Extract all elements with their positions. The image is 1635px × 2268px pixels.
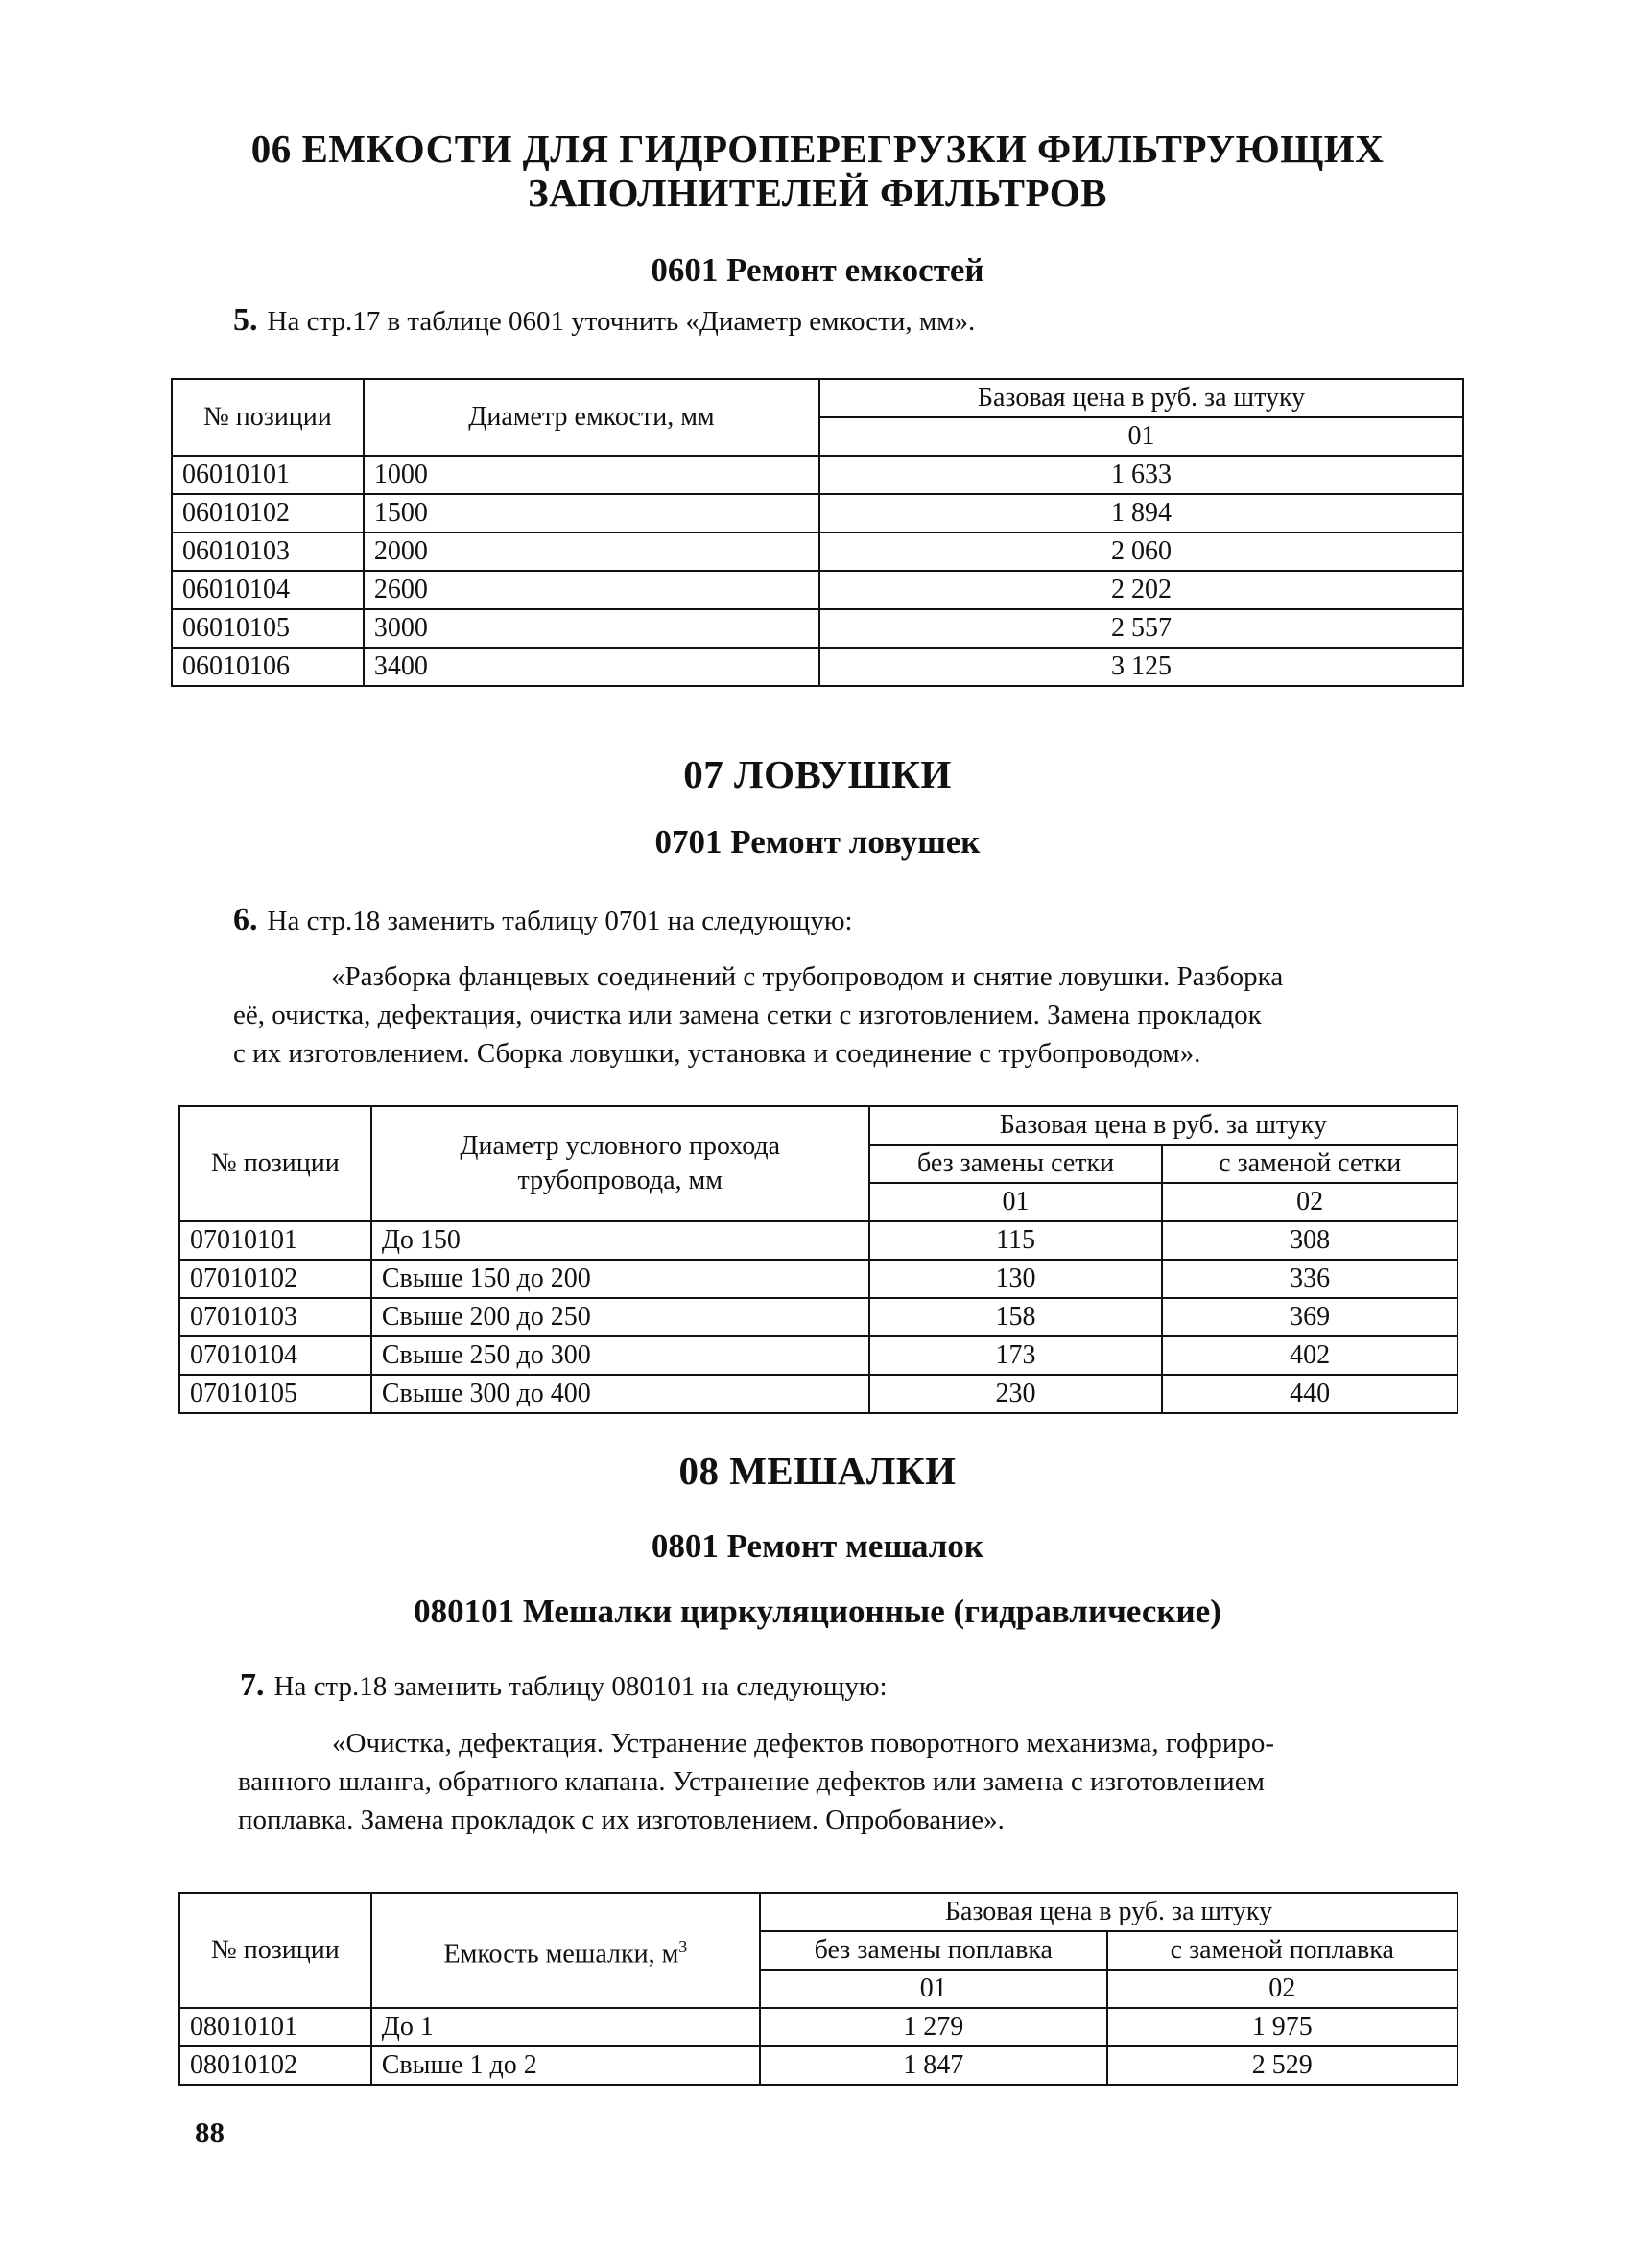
table-0701-header-pos: № позиции [179,1106,371,1221]
cell-diam: 3000 [364,609,819,648]
cell-price-b: 308 [1162,1221,1457,1260]
paragraph-line: «Разборка фланцевых соединений с трубопроводом и снятие ловушки. Разборка [331,961,1284,992]
note-6 [233,904,853,937]
table-row [179,1375,1457,1413]
cell-pos: 08010102 [179,2046,371,2085]
section-06-title-line2: ЗАПОЛНИТЕЛЕЙ ФИЛЬТРОВ [527,171,1108,215]
table-row [172,571,1463,609]
table-0601 [171,378,1464,687]
table-0601-header-code: 01 [819,417,1463,456]
table-row [179,2046,1457,2085]
note-6-text: На стр.18 заменить таблицу 0701 на следующую: [267,906,853,936]
cell-price-b: 1 975 [1107,2008,1457,2046]
section-0701-subtitle: 0701 Ремонт ловушек [654,823,981,861]
note-6-number: 6. [233,902,258,937]
table-080101-header-price: Базовая цена в руб. за штуку [760,1893,1457,1931]
table-0701-header-diam [371,1106,869,1221]
table-0701-header-b: с заменой сетки [1162,1145,1457,1183]
cell-price-b: 2 529 [1107,2046,1457,2085]
cell-diam: До 150 [371,1221,869,1260]
cell-diam: 1000 [364,456,819,494]
table-080101-header-pos: № позиции [179,1893,371,2008]
table-0701-header-a: без замены сетки [869,1145,1163,1183]
table-0701 [178,1105,1458,1414]
table-row [179,2008,1457,2046]
cell-diam: Свыше 200 до 250 [371,1298,869,1336]
cell-price-b: 440 [1162,1375,1457,1413]
cell-price-b: 402 [1162,1336,1457,1375]
table-row [172,648,1463,686]
cell-price-b: 336 [1162,1260,1457,1298]
cell-pos: 08010101 [179,2008,371,2046]
cell-price-b: 369 [1162,1298,1457,1336]
cell-cap: До 1 [371,2008,760,2046]
table-080101-header-a: без замены поплавка [760,1931,1107,1970]
table-row [179,1298,1457,1336]
table-080101-header-cap [371,1893,760,2008]
cell-pos: 06010104 [172,571,364,609]
table-row [172,532,1463,571]
cell-cap: Свыше 1 до 2 [371,2046,760,2085]
cell-diam: 3400 [364,648,819,686]
note-7-text: На стр.18 заменить таблицу 080101 на следующую: [273,1671,888,1702]
cell-diam: Свыше 250 до 300 [371,1336,869,1375]
cell-price-a: 1 847 [760,2046,1107,2085]
paragraph-line: её, очистка, дефектация, очистка или замена сетки с изготовлением. Замена прокладок [233,1000,1262,1030]
table-0601-header-price: Базовая цена в руб. за штуку [819,379,1463,417]
header-diam-line1: Диаметр условного прохода [460,1131,781,1161]
section-0601-subtitle: 0601 Ремонт емкостей [651,251,984,289]
cell-diam: Свыше 300 до 400 [371,1375,869,1413]
header-cap-sup: 3 [678,1936,688,1956]
header-cap-text: Емкость мешалки, м [443,1939,679,1970]
page-number: 88 [195,2115,225,2149]
note-5-number: 5. [233,302,258,338]
cell-price-a: 158 [869,1298,1163,1336]
cell-price-a: 130 [869,1260,1163,1298]
table-080101 [178,1892,1458,2086]
cell-price: 2 202 [819,571,1463,609]
cell-price: 2 557 [819,609,1463,648]
section-07-title: 07 ЛОВУШКИ [683,752,952,796]
note-7-number: 7. [240,1667,265,1703]
cell-pos: 07010102 [179,1260,371,1298]
table-0601-header-pos: № позиции [172,379,364,456]
header-diam-line2: трубопровода, мм [517,1166,723,1195]
cell-price: 3 125 [819,648,1463,686]
paragraph-line: «Очистка, дефектация. Устранение дефектов поворотного механизма, гофриро- [332,1728,1275,1759]
table-row [179,1336,1457,1375]
cell-diam: Свыше 150 до 200 [371,1260,869,1298]
table-row [172,609,1463,648]
cell-diam: 2000 [364,532,819,571]
cell-price-a: 230 [869,1375,1163,1413]
cell-pos: 07010103 [179,1298,371,1336]
table-0701-code-a: 01 [869,1183,1163,1221]
table-080101-code-a: 01 [760,1970,1107,2008]
cell-pos: 06010102 [172,494,364,532]
table-row [179,1221,1457,1260]
table-row [179,1260,1457,1298]
paragraph-080101 [238,1724,1274,1839]
note-7 [240,1669,888,1703]
cell-price: 1 633 [819,456,1463,494]
cell-price: 1 894 [819,494,1463,532]
table-080101-code-b: 02 [1107,1970,1457,2008]
cell-diam: 1500 [364,494,819,532]
cell-pos: 06010106 [172,648,364,686]
section-06-title-line1: 06 ЕМКОСТИ ДЛЯ ГИДРОПЕРЕГРУЗКИ ФИЛЬТРУЮЩИХ [250,127,1385,171]
cell-price-a: 1 279 [760,2008,1107,2046]
cell-price: 2 060 [819,532,1463,571]
table-0601-header-diam: Диаметр емкости, мм [364,379,819,456]
cell-price-a: 115 [869,1221,1163,1260]
paragraph-line: с их изготовлением. Сборка ловушки, установка и соединение с трубопроводом». [233,1038,1201,1069]
cell-pos: 06010105 [172,609,364,648]
cell-pos: 07010105 [179,1375,371,1413]
section-0801-subtitle: 0801 Ремонт мешалок [651,1527,984,1565]
note-5 [233,304,975,338]
cell-pos: 06010101 [172,456,364,494]
section-08-title: 08 МЕШАЛКИ [678,1449,957,1493]
paragraph-line: ванного шланга, обратного клапана. Устранение дефектов или замена с изготовлением [238,1766,1265,1797]
cell-diam: 2600 [364,571,819,609]
section-080101-subtitle: 080101 Мешалки циркуляционные (гидравлические) [414,1593,1221,1630]
cell-pos: 07010101 [179,1221,371,1260]
paragraph-0701 [233,957,1283,1073]
table-row [172,456,1463,494]
cell-pos: 07010104 [179,1336,371,1375]
table-080101-header-b: с заменой поплавка [1107,1931,1457,1970]
cell-price-a: 173 [869,1336,1163,1375]
cell-pos: 06010103 [172,532,364,571]
table-0701-header-price: Базовая цена в руб. за штуку [869,1106,1457,1145]
paragraph-line: поплавка. Замена прокладок с их изготовлением. Опробование». [238,1805,1005,1835]
table-0701-code-b: 02 [1162,1183,1457,1221]
table-row [172,494,1463,532]
note-5-text: На стр.17 в таблице 0601 уточнить «Диаметр емкости, мм». [267,306,976,337]
